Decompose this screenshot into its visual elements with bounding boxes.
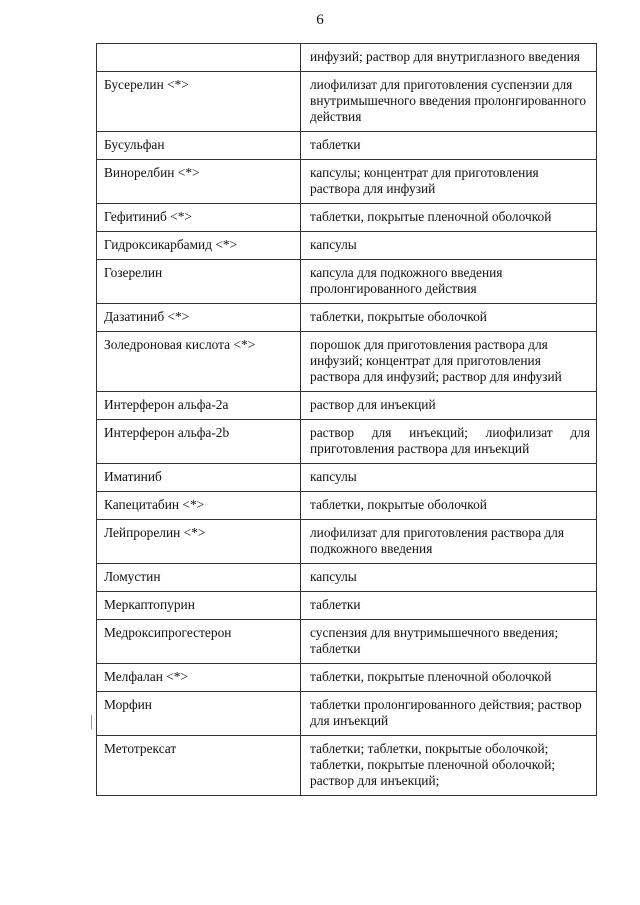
table-row	[97, 420, 597, 464]
drug-name-cell: Гефитиниб <*>	[97, 204, 301, 232]
table-row	[97, 492, 597, 520]
drug-name-cell	[97, 44, 301, 72]
table-row	[97, 332, 597, 392]
table-row	[97, 736, 597, 796]
table-row	[97, 44, 597, 72]
dosage-form-cell: таблетки пролонгированного действия; раствор для инъекций	[301, 692, 597, 736]
table-row	[97, 520, 597, 564]
drug-name-cell: Морфин	[97, 692, 301, 736]
drug-name-cell: Меркаптопурин	[97, 592, 301, 620]
drug-name-cell: Иматиниб	[97, 464, 301, 492]
page-number: 6	[316, 12, 324, 28]
dosage-form-cell: капсулы; концентрат для приготовления раствора для инфузий	[301, 160, 597, 204]
dosage-form-cell: инфузий; раствор для внутриглазного введения	[301, 44, 597, 72]
table-row	[97, 260, 597, 304]
drug-name-cell: Гозерелин	[97, 260, 301, 304]
drug-table	[96, 43, 597, 796]
drug-name-cell: Мелфалан <*>	[97, 664, 301, 692]
table-row	[97, 72, 597, 132]
dosage-form-cell: таблетки, покрытые оболочкой	[301, 492, 597, 520]
dosage-form-cell: таблетки	[301, 592, 597, 620]
margin-mark	[91, 715, 92, 729]
table-row	[97, 392, 597, 420]
drug-name-cell: Ломустин	[97, 564, 301, 592]
drug-name-cell: Интерферон альфа-2b	[97, 420, 301, 464]
table-row	[97, 204, 597, 232]
dosage-form-cell: лиофилизат для приготовления суспензии для внутримышечного введения пролонгированного действия	[301, 72, 597, 132]
dosage-form-cell: капсулы	[301, 564, 597, 592]
dosage-form-cell: суспензия для внутримышечного введения; таблетки	[301, 620, 597, 664]
dosage-form-cell: лиофилизат для приготовления раствора для подкожного введения	[301, 520, 597, 564]
table-row	[97, 160, 597, 204]
drug-name-cell: Винорелбин <*>	[97, 160, 301, 204]
drug-name-cell: Интерферон альфа-2а	[97, 392, 301, 420]
dosage-form-cell: таблетки; таблетки, покрытые оболочкой; таблетки, покрытые пленочной оболочкой; раствор для инъекций;	[301, 736, 597, 796]
table-row	[97, 692, 597, 736]
table-row	[97, 664, 597, 692]
dosage-form-cell: капсулы	[301, 232, 597, 260]
table-row	[97, 132, 597, 160]
dosage-form-cell: таблетки, покрытые пленочной оболочкой	[301, 204, 597, 232]
drug-name-cell: Бусульфан	[97, 132, 301, 160]
dosage-form-cell: таблетки	[301, 132, 597, 160]
drug-name-cell: Дазатиниб <*>	[97, 304, 301, 332]
table-row	[97, 232, 597, 260]
drug-name-cell: Гидроксикарбамид <*>	[97, 232, 301, 260]
dosage-form-cell: капсула для подкожного введения пролонгированного действия	[301, 260, 597, 304]
dosage-form-cell: капсулы	[301, 464, 597, 492]
dosage-form-cell: порошок для приготовления раствора для инфузий; концентрат для приготовления раствора для инфузий; раствор для инфузий	[301, 332, 597, 392]
dosage-form-cell: раствор для инъекций	[301, 392, 597, 420]
dosage-form-cell: раствор для инъекций; лиофилизат для приготовления раствора для инъекций	[301, 420, 597, 464]
table-row	[97, 464, 597, 492]
drug-name-cell: Метотрексат	[97, 736, 301, 796]
table-row	[97, 564, 597, 592]
dosage-form-cell: таблетки, покрытые оболочкой	[301, 304, 597, 332]
table-row	[97, 620, 597, 664]
drug-name-cell: Золедроновая кислота <*>	[97, 332, 301, 392]
table-row	[97, 592, 597, 620]
drug-name-cell: Бусерелин <*>	[97, 72, 301, 132]
drug-name-cell: Капецитабин <*>	[97, 492, 301, 520]
drug-name-cell: Медроксипрогестерон	[97, 620, 301, 664]
drug-name-cell: Лейпрорелин <*>	[97, 520, 301, 564]
table-row	[97, 304, 597, 332]
dosage-form-cell: таблетки, покрытые пленочной оболочкой	[301, 664, 597, 692]
